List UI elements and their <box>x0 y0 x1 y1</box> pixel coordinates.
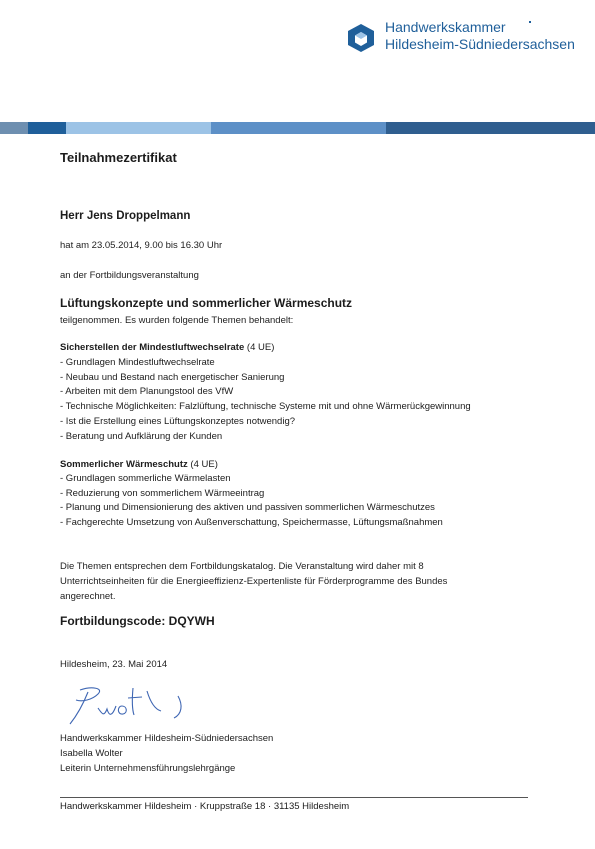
note-line: angerechnet. <box>60 591 116 602</box>
section-units: (4 UE) <box>246 342 275 353</box>
list-item: - Arbeiten mit dem Planungstool des VfW <box>60 386 234 398</box>
hwk-logo-icon <box>346 23 376 53</box>
section-title <box>60 342 274 353</box>
note-paragraph <box>60 559 447 604</box>
recipient-name: Herr Jens Droppelmann <box>60 210 191 222</box>
participation-line: teilgenommen. Es wurden folgende Themen behandelt: <box>60 315 294 326</box>
footer-address: Handwerkskammer Hildesheim · Kruppstraße 18 · 31135 Hildesheim <box>60 801 350 812</box>
list-item: - Grundlagen sommerliche Wärmelasten <box>60 473 231 484</box>
org-name-line2: Hildesheim-Südniedersachsen <box>385 36 575 52</box>
list-item: - Beratung und Aufklärung der Kunden <box>60 430 223 442</box>
org-name-line1: Handwerkskammer <box>385 19 506 35</box>
list-item: - Neubau und Bestand nach energetischer Sanierung <box>60 371 285 383</box>
signature-icon <box>62 684 192 729</box>
training-code: Fortbildungscode: DQYWH <box>60 614 215 628</box>
section-title-text: Sommerlicher Wärmeschutz <box>60 459 188 470</box>
signer-name: Isabella Wolter <box>60 748 123 759</box>
list-item: - Technische Möglichkeiten: Falzlüftung, technische Systeme mit und ohne Wärmerückgewinnung <box>60 401 471 413</box>
list-item: - Grundlagen Mindestluftwechselrate <box>60 357 215 368</box>
section-title <box>60 459 218 470</box>
place-date: Hildesheim, 23. Mai 2014 <box>60 659 168 670</box>
section-title-text: Sicherstellen der Mindestluftwechselrate <box>60 342 245 353</box>
logo-dot <box>529 21 531 23</box>
event-intro: an der Fortbildungsveranstaltung <box>60 270 199 281</box>
list-item: - Reduzierung von sommerlichem Wärmeeintrag <box>60 487 265 499</box>
note-line: Die Themen entsprechen dem Fortbildungskatalog. Die Veranstaltung wird daher mit 8 <box>60 561 424 572</box>
topic-list <box>60 356 471 444</box>
certificate-title: Teilnahmezertifikat <box>60 150 177 165</box>
note-line: Unterrichtseinheiten für die Energieeffizienz-Expertenliste für Förderprogramme des Bundes <box>60 576 448 587</box>
signer-role: Leiterin Unternehmensführungslehrgänge <box>60 763 236 774</box>
section-units: (4 UE) <box>190 459 218 470</box>
course-title: Lüftungskonzepte und sommerlicher Wärmeschutz <box>60 296 353 310</box>
footer-divider <box>60 797 528 798</box>
list-item: - Fachgerechte Umsetzung von Außenverschattung, Speichermasse, Lüftungsmaßnahmen <box>60 517 443 529</box>
date-line: hat am 23.05.2014, 9.00 bis 16.30 Uhr <box>60 240 223 251</box>
list-item: - Ist die Erstellung eines Lüftungskonzeptes notwendig? <box>60 415 296 427</box>
list-item: - Planung und Dimensionierung des aktiven und passiven sommerlichen Wärmeschutzes <box>60 502 435 514</box>
signer-org: Handwerkskammer Hildesheim-Südniedersachsen <box>60 733 274 744</box>
signer-block <box>60 731 273 776</box>
topic-list <box>60 472 443 531</box>
